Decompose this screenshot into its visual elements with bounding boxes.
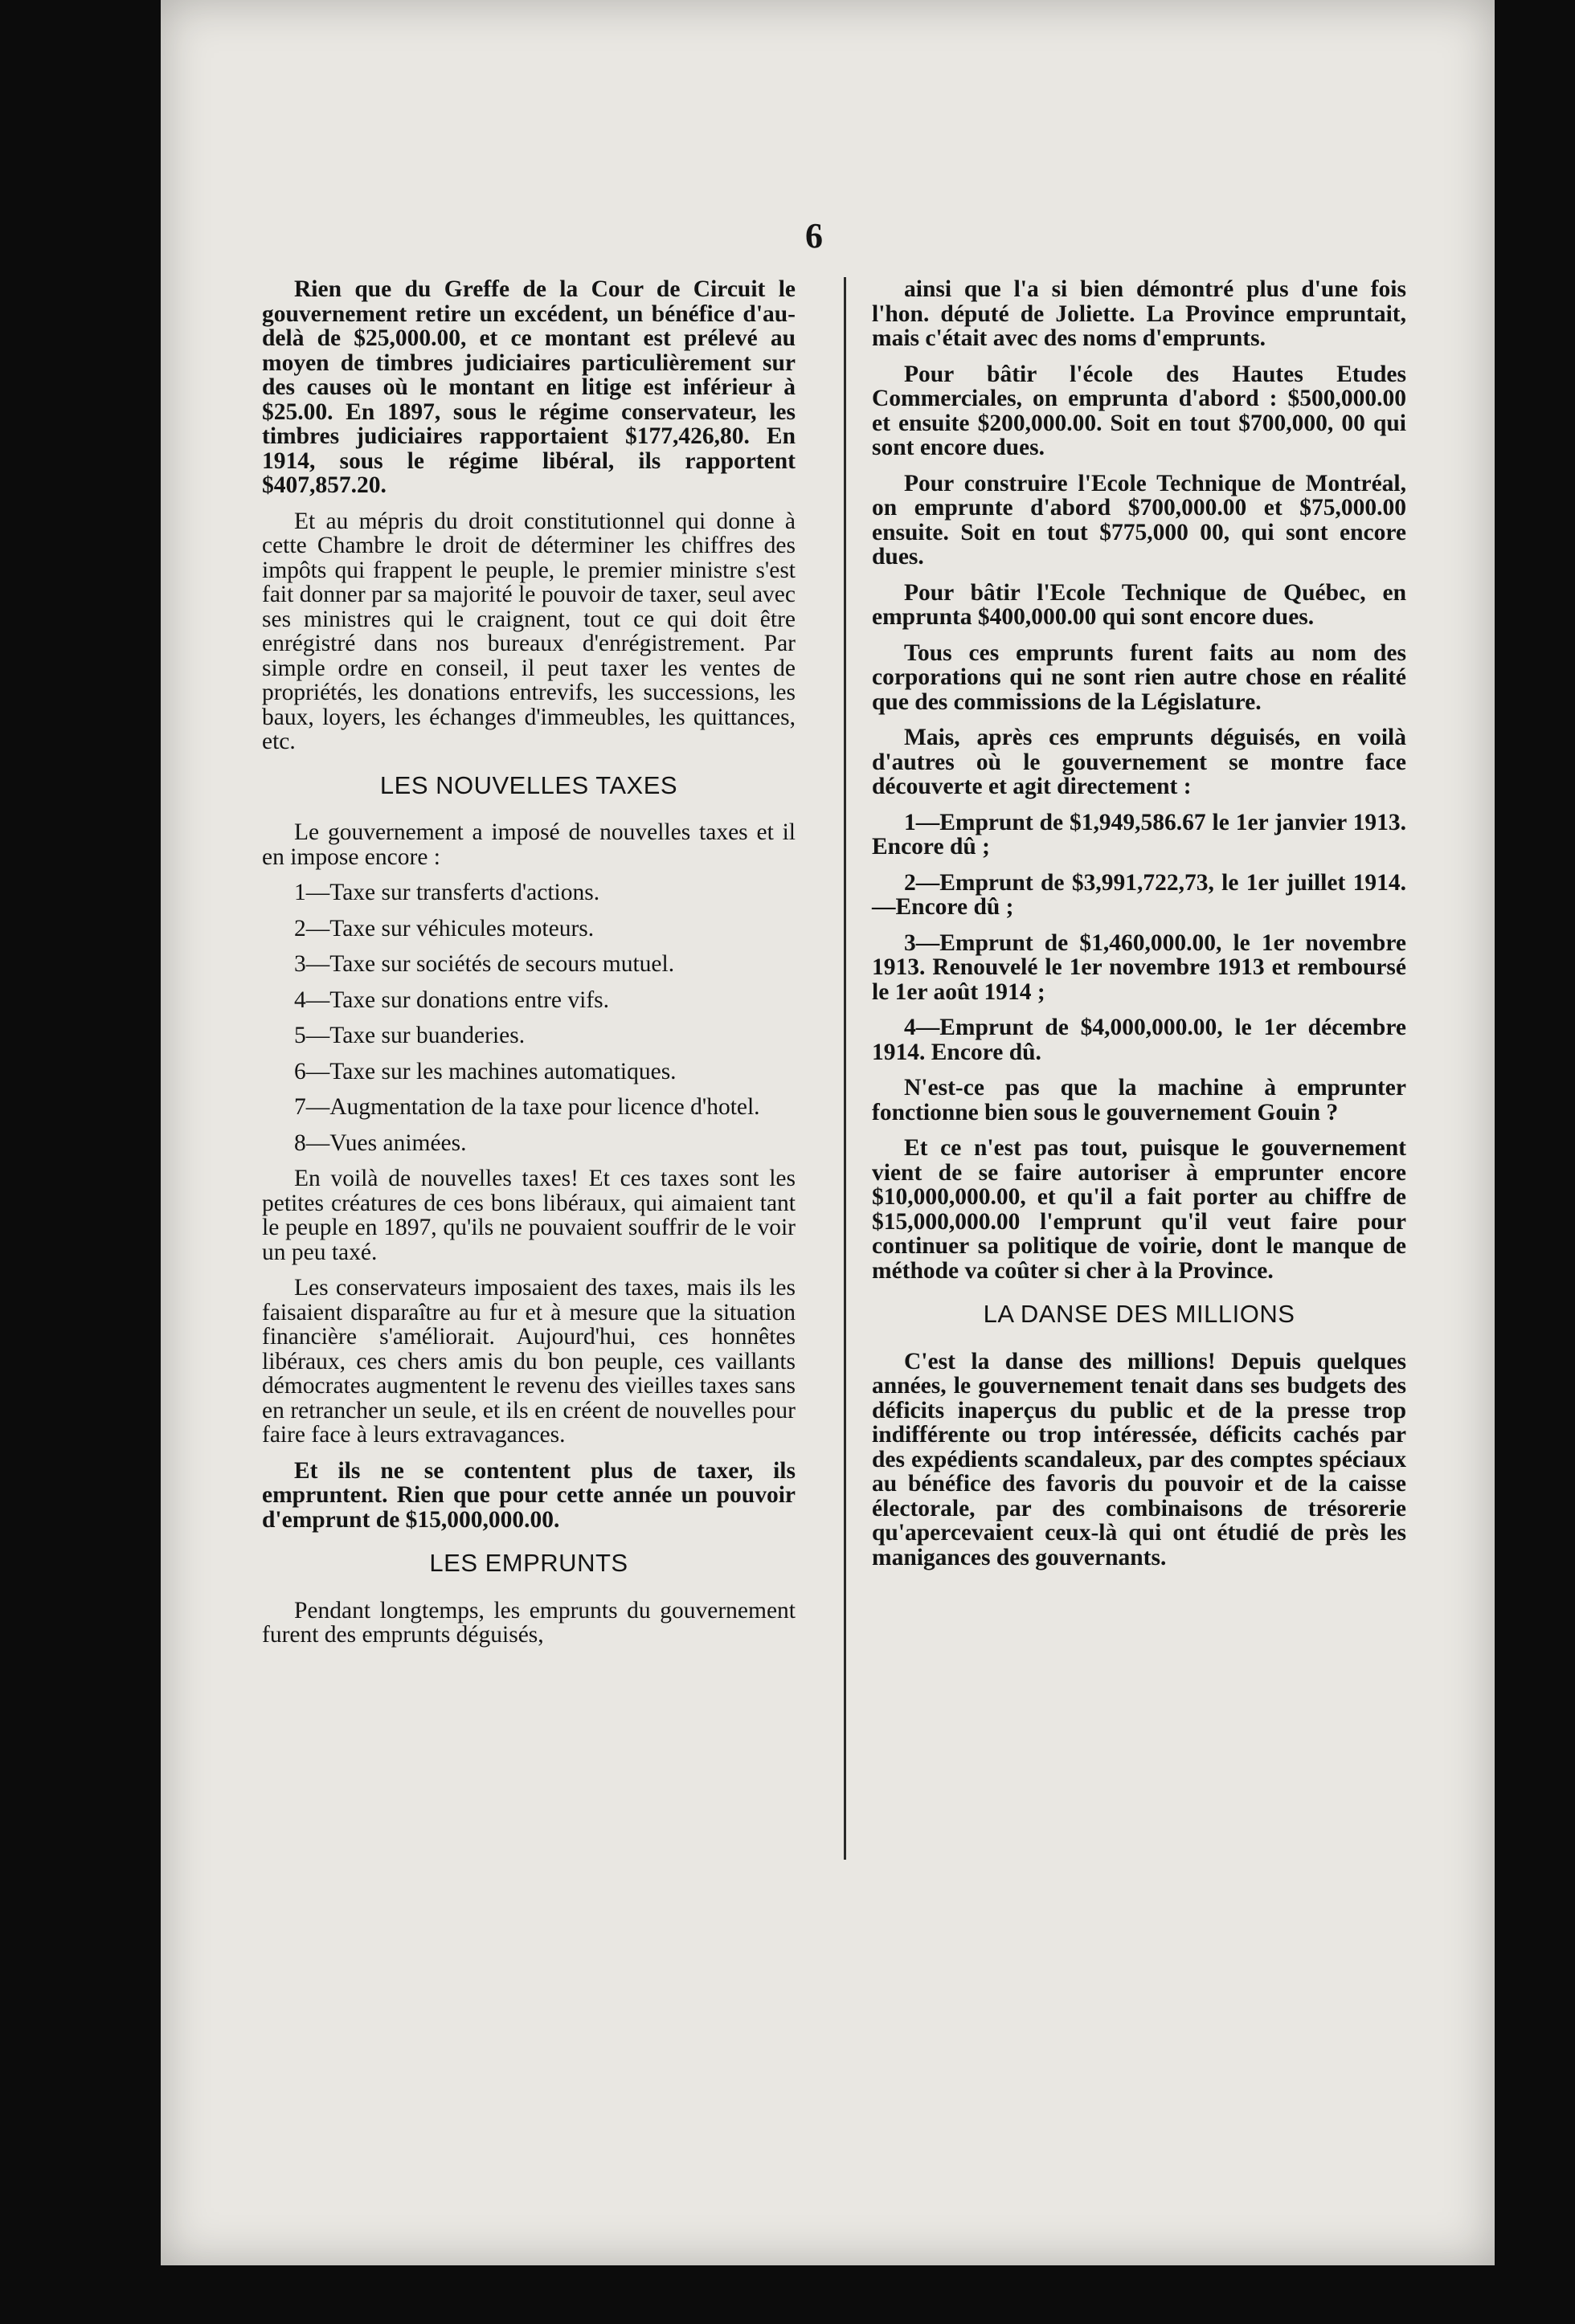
- list-item: 4—Taxe sur donations entre vifs.: [294, 986, 609, 1013]
- paragraph: Tous ces emprunts furent faits au nom des corporations qui ne sont rien autre chose en réalité que des commissions de la Législature.: [872, 639, 1406, 715]
- paragraph: En voilà de nouvelles taxes! Et ces taxes sont les petites créatures de ces bons libéraux, qui aimaient tant le peuple en 1897, qu'ils ne pouvaient souffrir de le voir un peu taxé.: [262, 1166, 796, 1265]
- paragraph: Rien que du Greffe de la Cour de Circuit le gouvernement retire un excédent, un bénéfice d'au-delà de $25,000.00, et ce montant est prélevé au moyen de timbres judiciaires particulièrement sur des causes où le montant en litige est inférieur à $25.00. En 1897, sous le régime conservateur, les timbres judiciaires rapportaient $177,426,80. En 1914, sous le régime libéral, ils rapportent $407,857.20.: [262, 276, 796, 498]
- section-heading-danse-des-millions: LA DANSE DES MILLIONS: [983, 1300, 1295, 1328]
- column-divider: [844, 277, 846, 1860]
- list-item: 6—Taxe sur les machines automatiques.: [294, 1058, 677, 1084]
- paragraph: Et ils ne se contentent plus de taxer, ils empruntent. Rien que pour cette année un pouvoir d'emprunt de $15,000,000.00.: [262, 1457, 796, 1533]
- paragraph: Et ce n'est pas tout, puisque le gouvernement vient de se faire autoriser à emprunter encore $10,000,000.00, et qu'il a fait porter au chiffre de $15,000,000.00 l'emprunt qu'il veut faire pour continuer sa politique de voirie, dont le manque de méthode va coûter si cher à la Province.: [872, 1135, 1406, 1284]
- list-item: 2—Taxe sur véhicules moteurs.: [294, 915, 595, 941]
- paragraph: Pour bâtir l'école des Hautes Etudes Commerciales, on emprunta d'abord : $500,000.00 et ensuite $200,000.00. Soit en tout $700,000, 00 qui sont encore dues.: [872, 361, 1406, 460]
- list-item: 2—Emprunt de $3,991,722,73, le 1er juillet 1914.—Encore dû ;: [872, 869, 1406, 920]
- list-item: 3—Taxe sur sociétés de secours mutuel.: [294, 951, 675, 977]
- list-item: 7—Augmentation de la taxe pour licence d'hotel.: [294, 1094, 760, 1120]
- left-column: [262, 277, 796, 1659]
- paragraph: Et au mépris du droit constitutionnel qui donne à cette Chambre le droit de déterminer les chiffres des impôts qui frappent le peuple, le premier ministre s'est fait donner par sa majorité le pouvoir de taxer, seul avec ses ministres qui le craignent, tout ce qui doit être enrégistré dans nos bureaux d'enrégistrement. Par simple ordre en conseil, il peut taxer les ventes de propriétés, les donations entrevifs, les successions, les baux, loyers, les échanges d'immeubles, les quittances, etc.: [262, 508, 796, 754]
- section-heading-nouvelles-taxes: LES NOUVELLES TAXES: [379, 770, 678, 799]
- paragraph: Mais, après ces emprunts déguisés, en voilà d'autres où le gouvernement se montre face découverte et agit directement :: [872, 725, 1406, 799]
- paragraph: Pendant longtemps, les emprunts du gouvernement furent des emprunts déguisés,: [262, 1597, 796, 1648]
- list-item: 1—Taxe sur transferts d'actions.: [294, 880, 600, 905]
- list-item: 4—Emprunt de $4,000,000.00, le 1er décembre 1914. Encore dû.: [872, 1015, 1406, 1065]
- paragraph: N'est-ce pas que la machine à emprunter fonctionne bien sous le gouvernement Gouin ?: [872, 1075, 1406, 1125]
- list-item: 3—Emprunt de $1,460,000.00, le 1er novembre 1913. Renouvelé le 1er novembre 1913 et remboursé le 1er août 1914 ;: [872, 929, 1406, 1005]
- right-column: [872, 277, 1406, 1581]
- list-item: 5—Taxe sur buanderies.: [294, 1023, 526, 1048]
- section-heading-emprunts: LES EMPRUNTS: [429, 1549, 628, 1577]
- paragraph: Pour construire l'Ecole Technique de Montréal, on emprunte d'abord $700,000.00 et $75,000.00 ensuite. Soit en tout $775,000 00, qui sont encore dues.: [872, 470, 1406, 570]
- paragraph: Le gouvernement a imposé de nouvelles taxes et il en impose encore :: [262, 819, 796, 870]
- paragraph: C'est la danse des millions! Depuis quelques années, le gouvernement tenait dans ses budgets des déficits inaperçus du public et de la presse trop indifférente ou trop intéressée, déficits cachés par des expédients scandaleux, par des comptes spéciaux au bénéfice des favoris du pouvoir et de la caisse électorale, par des combinaisons de trésorerie qu'apercevaient ceux-là qui ont étudié de près les manigances des gouvernants.: [872, 1348, 1406, 1570]
- page-number: 6: [805, 216, 823, 255]
- paragraph: Les conservateurs imposaient des taxes, mais ils les faisaient disparaître au fur et à mesure que la situation financière s'améliorait. Aujourd'hui, ces honnêtes libéraux, ces chers amis du bon peuple, ces vaillants démocrates augmentent le revenu des vieilles taxes sans en retrancher un seule, et ils en créent de nouvelles pour faire face à leurs extravagances.: [262, 1275, 796, 1448]
- paragraph: ainsi que l'a si bien démontré plus d'une fois l'hon. député de Joliette. La Province empruntait, mais c'était avec des noms d'emprunts.: [872, 276, 1406, 351]
- paragraph: Pour bâtir l'Ecole Technique de Québec, en emprunta $400,000.00 qui sont encore dues.: [872, 579, 1406, 630]
- list-item: 1—Emprunt de $1,949,586.67 le 1er janvier 1913. Encore dû ;: [872, 809, 1406, 860]
- list-item: 8—Vues animées.: [294, 1129, 467, 1156]
